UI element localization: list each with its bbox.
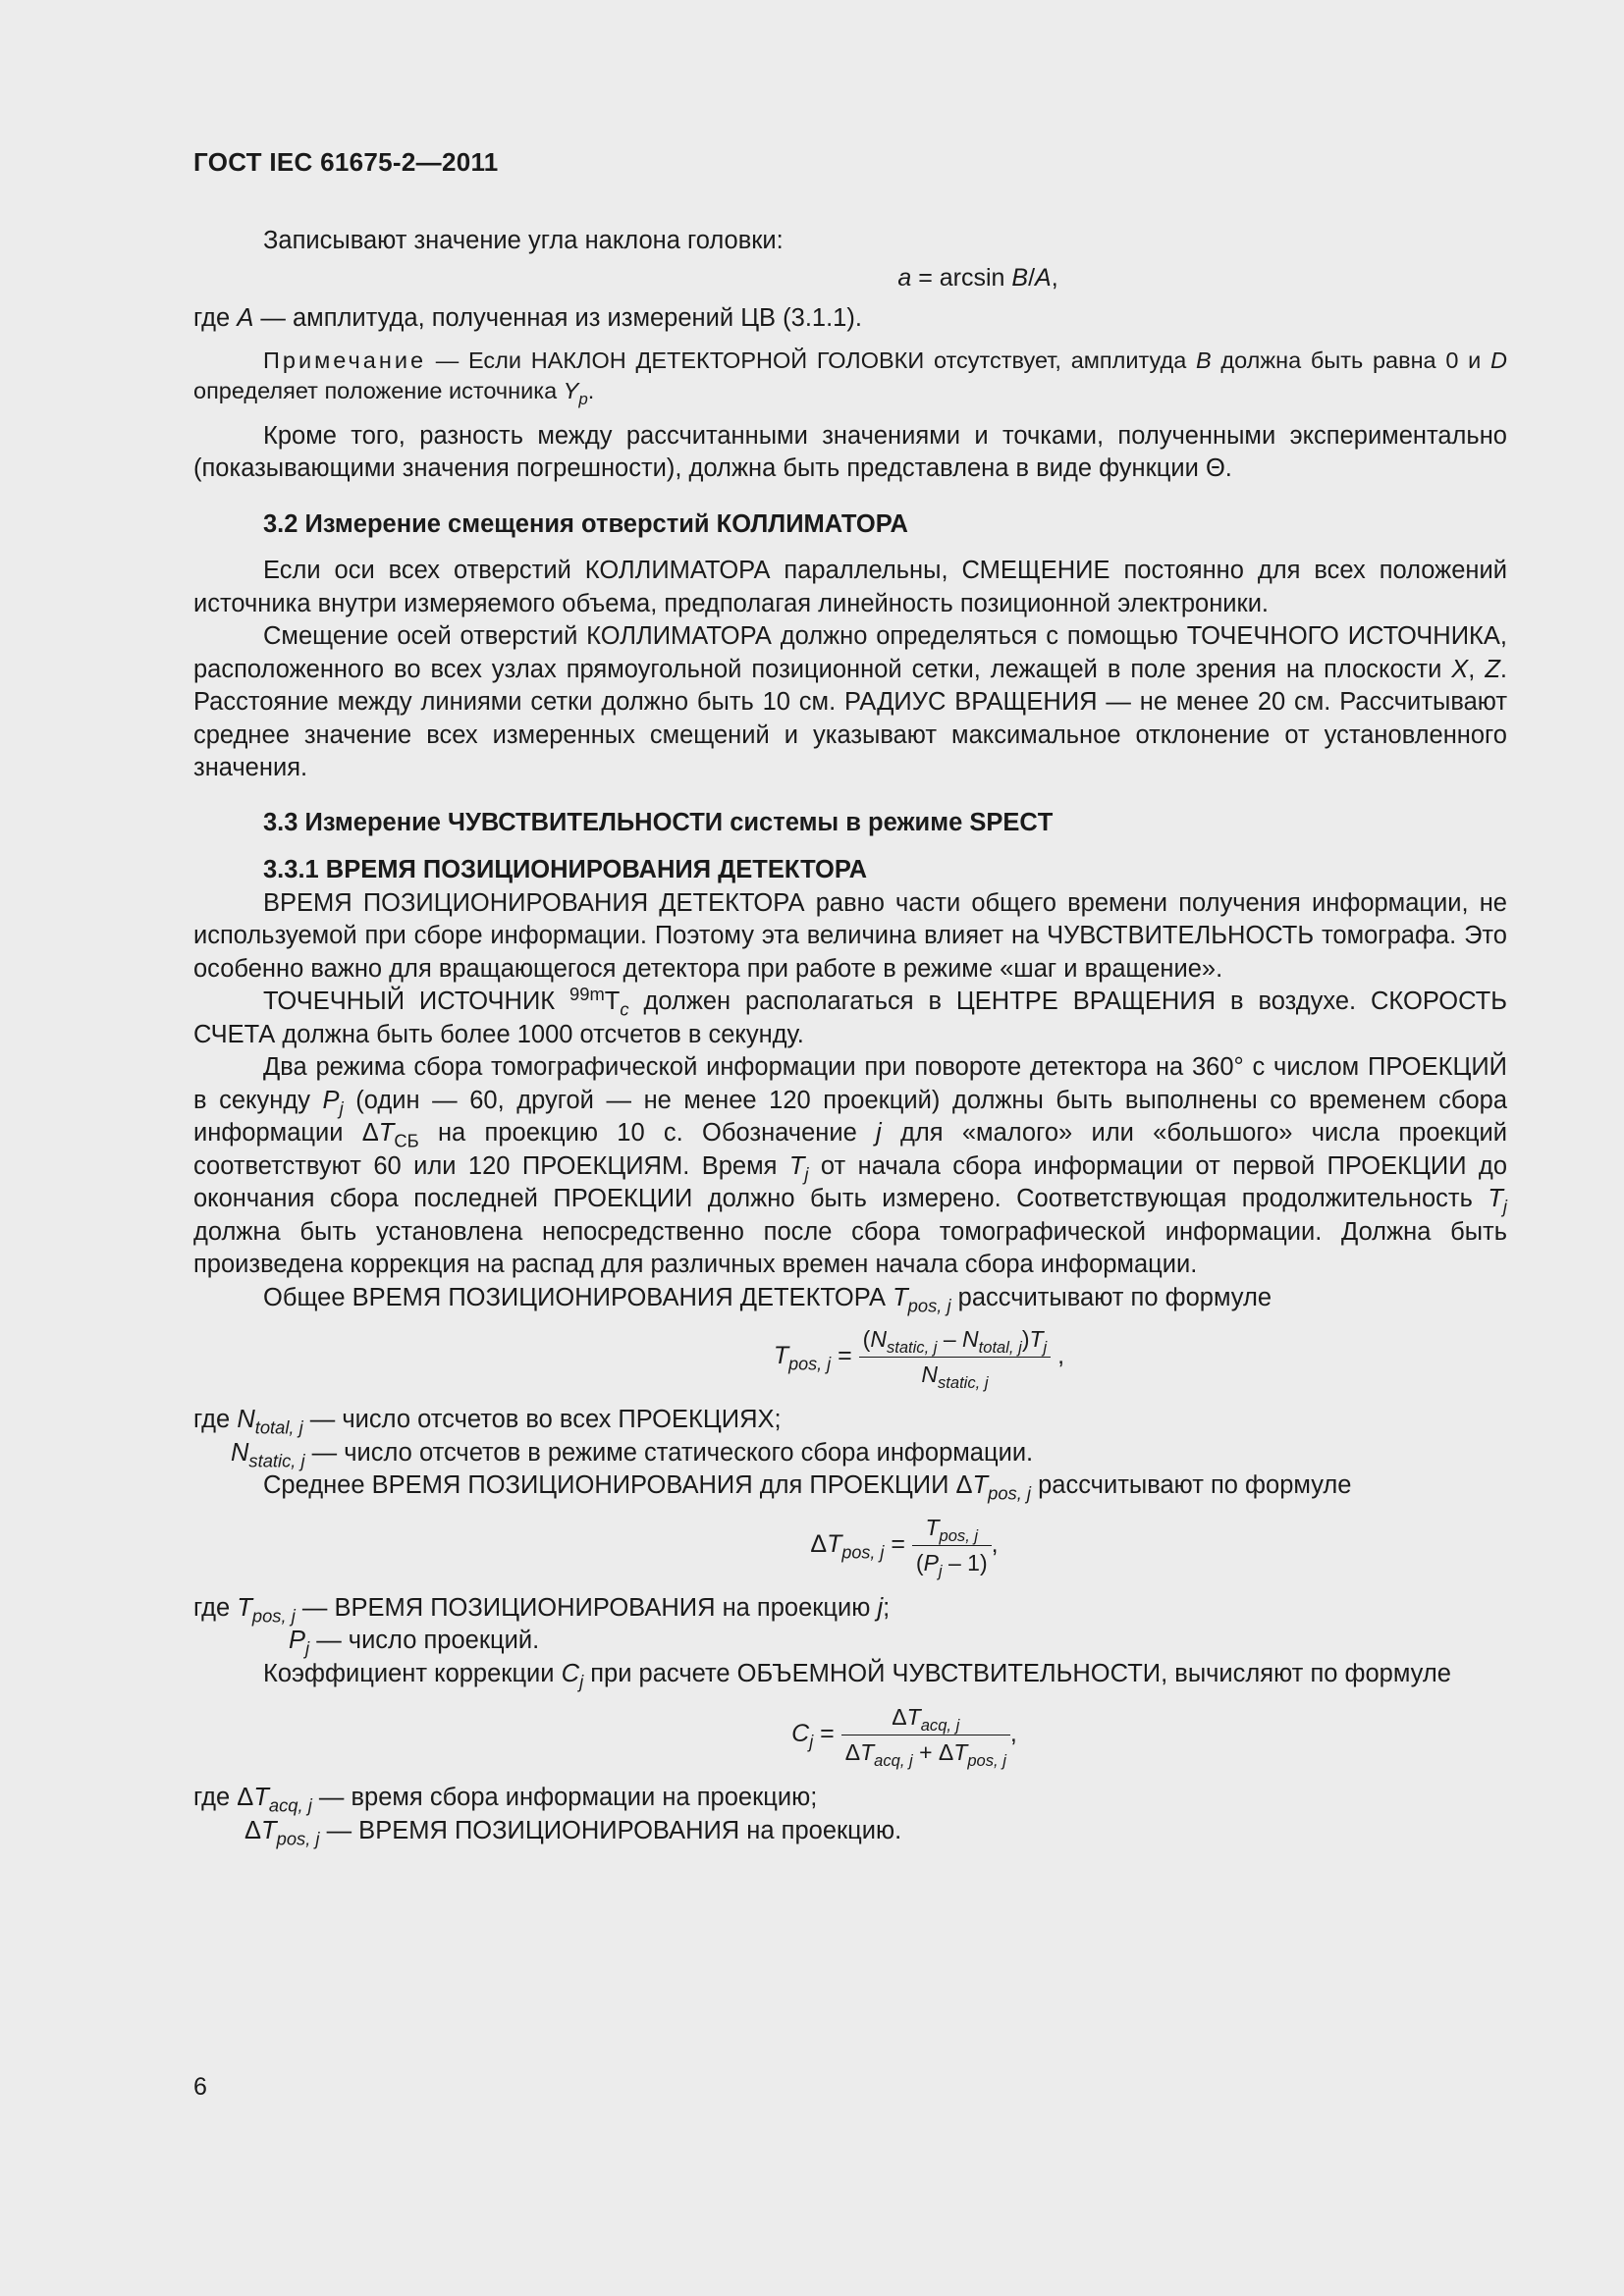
- section-heading-3-3: 3.3 Измерение ЧУВСТВИТЕЛЬНОСТИ системы в режиме SPECT: [263, 808, 1054, 836]
- where-projection-count: $P_j$ — число проекций.: [289, 1627, 540, 1659]
- paragraph-positioning-time: ВРЕМЯ ПОЗИЦИОНИРОВАНИЯ ДЕТЕКТОРА равно части общего времени получения информации, не используемой при сборе информации. Поэтому эта величина влияет на ЧУВСТВИТЕЛЬНОСТЬ томографа. Это особенно важно для вращающегося детектора при работе в режиме «шаг и вращение».: [193, 888, 1507, 983]
- page-number: 6: [193, 2073, 207, 2101]
- fraction-total-positioning: $\frac{(N_{static, j} - N_{total, j})T_j}{N_{static, j}}$: [859, 1324, 1052, 1390]
- paragraph-point-source: ТОЧЕЧНЫЙ ИСТОЧНИК $^{99m}T_c$ должен располагаться в ЦЕНТРЕ ВРАЩЕНИЯ в воздухе. СКОРОСТЬ СЧЕТА должна быть более 1000 отсчетов в секунду.: [193, 983, 1507, 1048]
- where-total-counts: где $N_{total, j}$ — число отсчетов во всех ПРОЕКЦИЯХ;: [193, 1406, 782, 1438]
- formula-mean-positioning: $\Delta T_{pos, j}$ = $\frac{T_{pos, j}}{(P_j - 1)}$ ,: [810, 1514, 999, 1580]
- paragraph-collimator-offset: Если оси всех отверстий КОЛЛИМАТОРА параллельны, СМЕЩЕНИЕ постоянно для всех положений источника внутри измеряемого объема, предполагая линейность позиционной электроники.: [193, 557, 1507, 617]
- note-tilt: Примечание — Если НАКЛОН ДЕТЕКТОРНОЙ ГОЛОВКИ отсутствует, амплитуда B должна быть равна 0 и D определяет положение источника $Y_p$.: [193, 347, 1507, 408]
- fraction-mean-positioning: $\frac{T_{pos, j}}{(P_j - 1)}$: [912, 1513, 992, 1578]
- where-static-counts: $N_{static, j}$ — число отсчетов в режиме статического сбора информации.: [231, 1438, 1034, 1471]
- paragraph-correction-coefficient: Коэффициент коррекции $C_j$ при расчете ОБЪЕМНОЙ ЧУВСТВИТЕЛЬНОСТИ, вычисляют по формуле: [263, 1659, 1451, 1692]
- where-positioning-per-projection: $\Delta T_{pos, j}$ — ВРЕМЯ ПОЗИЦИОНИРОВАНИЯ на проекцию.: [244, 1816, 902, 1849]
- where-acquisition-time: где $\Delta T_{acq, j}$ — время сбора информации на проекцию;: [193, 1784, 818, 1816]
- where-amplitude: где A — амплитуда, полученная из измерений ЦВ (3.1.1).: [193, 304, 862, 332]
- fraction-correction-coefficient: $\frac{\Delta T_{acq, j}}{\Delta T_{acq, j} + \Delta T_{pos, j}}$: [841, 1702, 1010, 1768]
- formula-tilt-angle: a = arcsin B/A,: [897, 263, 1058, 292]
- formula-total-positioning: $T_{pos, j}$ = $\frac{(N_{static, j} - N_{total, j})T_j}{N_{static, j}}$ ,: [773, 1326, 1065, 1392]
- paragraph-mean-positioning: Среднее ВРЕМЯ ПОЗИЦИОНИРОВАНИЯ для ПРОЕКЦИИ $\Delta T_{pos, j}$ рассчитывают по формуле: [263, 1471, 1352, 1504]
- where-positioning-time: где $T_{pos, j}$ — ВРЕМЯ ПОЗИЦИОНИРОВАНИЯ на проекцию j;: [193, 1593, 891, 1627]
- formula-correction-coefficient: $C_j$ = $\frac{\Delta T_{acq, j}}{\Delta T_{acq, j} + \Delta T_{pos, j}}$ ,: [791, 1704, 1017, 1771]
- text-block-top: [193, 225, 1507, 1847]
- paragraph-collimator-measure: Смещение осей отверстий КОЛЛИМАТОРА должно определяться с помощью ТОЧЕЧНОГО ИСТОЧНИКА, расположенного во всех узлах прямоугольной позиционной сетки, лежащей в поле зрения на плоскости X, Z. Расстояние между линиями сетки должно быть 10 см. РАДИУС ВРАЩЕНИЯ — не менее 20 см. Рассчитывают среднее значение всех измеренных смещений и указывают максимальное отклонение от установленного значения.: [193, 622, 1507, 781]
- paragraph-acquisition-modes: Два режима сбора томографической информации при повороте детектора на 360° с числом ПРОЕКЦИЙ в секунду $P_j$ (один — 60, другой — не менее 120 проекций) должны быть выполнены со временем сбора информации $\Delta T_{СБ}$ на проекцию 10 с. Обозначение j для «малого» или «большого» числа проекций соответствуют 60 или 120 ПРОЕКЦИЯМ. Время $T_j$ от начала сбора информации от первой ПРОЕКЦИИ до окончания сбора последней ПРОЕКЦИИ должно быть измерено. Соответствующая продолжительность $T_j$ должна быть установлена непосредственно после сбора томографической информации. Должна быть произведена коррекция на распад для различных времен начала сбора информации.: [193, 1053, 1507, 1278]
- paragraph-tilt-intro: Записывают значение угла наклона головки:: [263, 227, 784, 254]
- section-heading-3-3-1: 3.3.1 ВРЕМЯ ПОЗИЦИОНИРОВАНИЯ ДЕТЕКТОРА: [263, 856, 868, 883]
- document-header: ГОСТ IEC 61675-2—2011: [193, 147, 499, 177]
- section-heading-3-2: 3.2 Измерение смещения отверстий КОЛЛИМАТОРА: [263, 509, 908, 538]
- paragraph-error-function: Кроме того, разность между рассчитанными значениями и точками, полученными экспериментально (показывающими значения погрешности), должна быть представлена в виде функции Θ.: [193, 421, 1507, 482]
- paragraph-total-positioning: Общее ВРЕМЯ ПОЗИЦИОНИРОВАНИЯ ДЕТЕКТОРА $T_{pos, j}$ рассчитывают по формуле: [263, 1283, 1272, 1315]
